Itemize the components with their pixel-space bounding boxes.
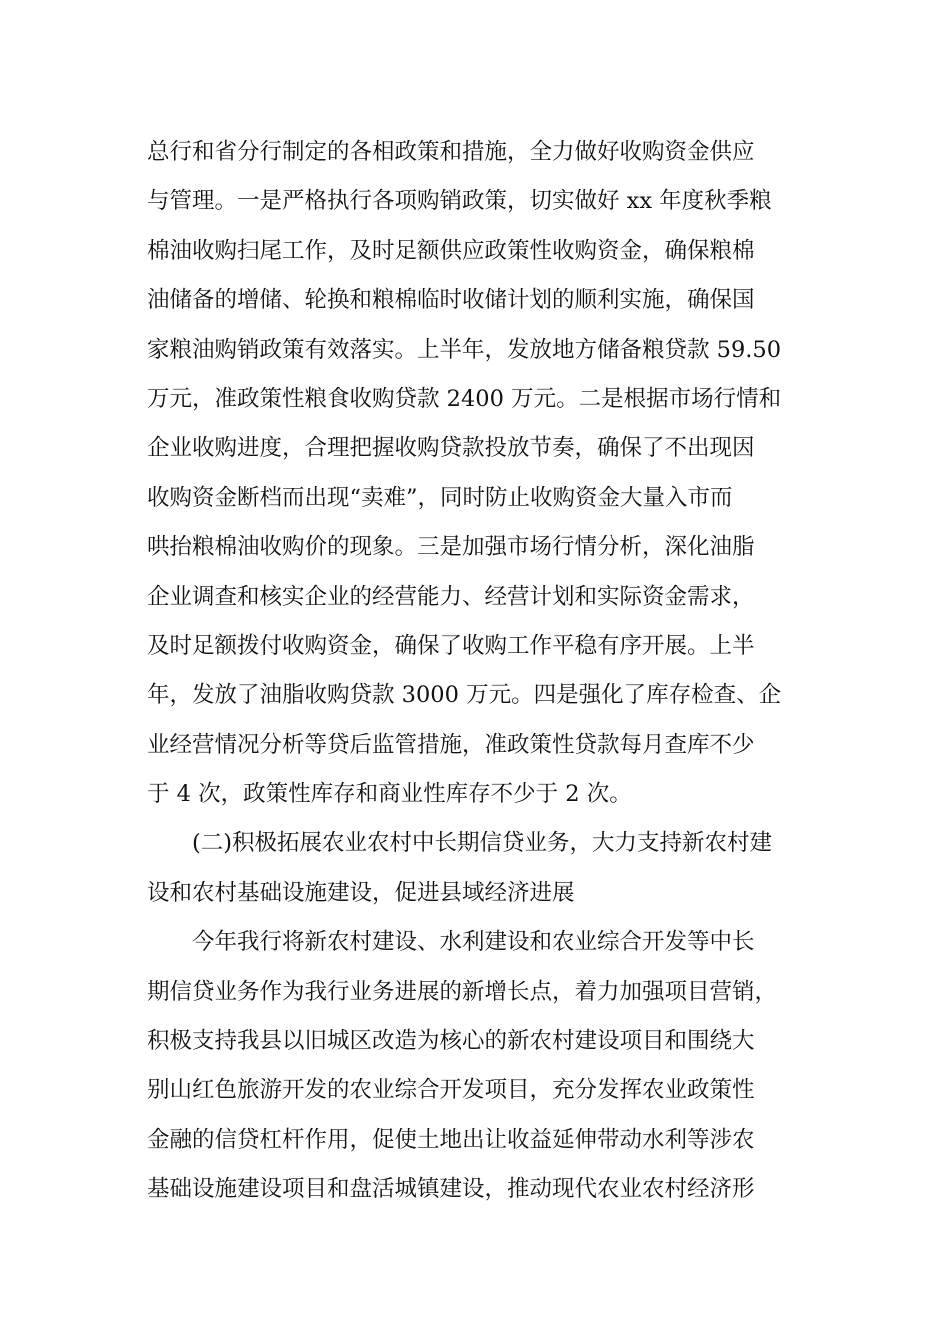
- text-line: 于 4 次，政策性库存和商业性库存不少于 2 次。: [147, 781, 632, 808]
- text-line: 今年我行将新农村建设、水利建设和农业综合开发等中长: [192, 929, 755, 956]
- text-line: 总行和省分行制定的各相政策和措施，全力做好收购资金供应: [147, 139, 755, 165]
- text-line: 年，发放了油脂收购贷款 3000 万元。四是强化了库存检查、企: [147, 682, 782, 709]
- text-line: 企业收购进度，合理把握收购贷款投放节奏，确保了不出现因: [147, 435, 755, 462]
- text-line: 棉油收购扫尾工作，及时足额供应政策性收购资金，确保粮棉: [147, 237, 755, 264]
- section-heading-line: (二)积极拓展农业农村中长期信贷业务，大力支持新农村建: [192, 830, 773, 857]
- text-line: 企业调查和核实企业的经营能力、经营计划和实际资金需求，: [147, 583, 755, 610]
- text-line: 油储备的增储、轮换和粮棉临时收储计划的顺利实施，确保国: [147, 287, 755, 314]
- document-body-text: [147, 128, 827, 1215]
- text-line: 及时足额拨付收购资金，确保了收购工作平稳有序开展。上半: [147, 632, 755, 659]
- text-line: 收购资金断档而出现“卖难”，同时防止收购资金大量入市而: [147, 484, 733, 511]
- text-line: 金融的信贷杠杆作用，促使土地出让收益延伸带动水利等涉农: [147, 1126, 755, 1153]
- text-line: 与管理。一是严格执行各项购销政策，切实做好 xx 年度秋季粮: [147, 188, 772, 215]
- text-line: 积极支持我县以旧城区改造为核心的新农村建设项目和围绕大: [147, 1028, 755, 1055]
- text-line: 基础设施建设项目和盘活城镇建设，推动现代农业农村经济形: [147, 1176, 755, 1203]
- text-line: 别山红色旅游开发的农业综合开发项目，充分发挥农业政策性: [147, 1077, 755, 1104]
- text-line: 业经营情况分析等贷后监管措施，准政策性贷款每月查库不少: [147, 731, 755, 758]
- section-heading-line: 设和农村基础设施建设，促进县域经济进展: [147, 879, 575, 906]
- text-line: 家粮油购销政策有效落实。上半年，发放地方储备粮贷款 59.50: [147, 336, 782, 363]
- text-line: 期信贷业务作为我行业务进展的新增长点，着力加强项目营销，: [147, 978, 778, 1005]
- text-line: 哄抬粮棉油收购价的现象。三是加强市场行情分析，深化油脂: [147, 534, 755, 561]
- text-line: 万元，准政策性粮食收购贷款 2400 万元。二是根据市场行情和: [147, 385, 782, 412]
